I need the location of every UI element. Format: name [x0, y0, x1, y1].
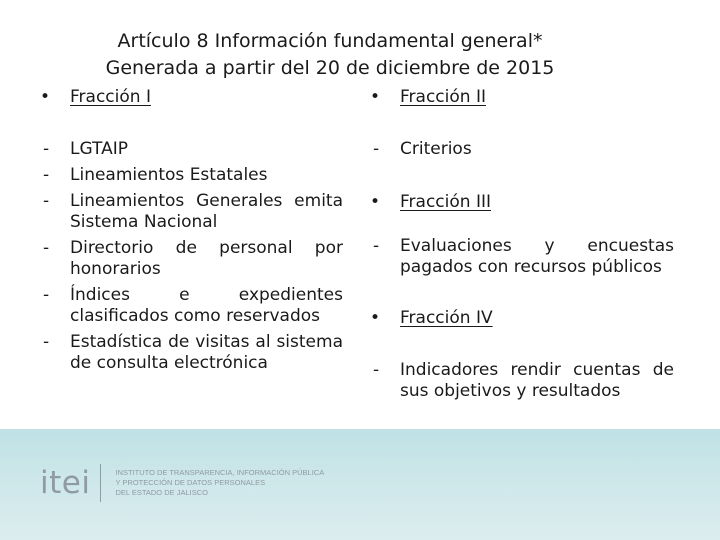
bullet-icon: •: [370, 87, 381, 107]
dash-icon: -: [43, 285, 50, 305]
org-name-line-1: INSTITUTO DE TRANSPARENCIA, INFORMACIÓN PÚBLICA: [115, 468, 325, 477]
bullet-icon: •: [370, 308, 381, 328]
list-item: [40, 191, 343, 233]
section-heading-fraccion-iii: [370, 191, 674, 213]
list-item: [40, 238, 343, 280]
logo-org-name: [115, 468, 324, 498]
dash-icon: -: [43, 139, 50, 159]
dash-icon: -: [373, 139, 380, 159]
list-item-text: Evaluaciones y encuestas pagados con recursos públicos: [400, 236, 674, 277]
page-title: [0, 28, 660, 82]
dash-icon: -: [373, 236, 380, 256]
list-item-text: LGTAIP: [70, 139, 128, 159]
list-item-text: Índices e expedientes clasificados como reservados: [70, 285, 343, 326]
fraccion-iii-list: [370, 236, 674, 278]
list-item: [370, 139, 674, 160]
bullet-icon: •: [370, 192, 381, 212]
list-item: [40, 139, 343, 160]
dash-icon: -: [373, 360, 380, 380]
list-item: [370, 360, 674, 402]
logo-wordmark: itei: [40, 465, 91, 501]
heading-label: Fracción II: [400, 87, 486, 107]
dash-icon: -: [43, 191, 50, 211]
heading-label: Fracción IV: [400, 308, 493, 328]
dash-icon: -: [43, 332, 50, 352]
heading-label: Fracción I: [70, 87, 151, 107]
logo-divider: [100, 464, 101, 502]
org-name-line-2: Y PROTECCIÓN DE DATOS PERSONALES: [115, 478, 266, 487]
dash-icon: -: [43, 165, 50, 185]
bullet-icon: •: [40, 87, 51, 107]
section-heading-fraccion-iv: [370, 307, 674, 329]
title-line-1: Artículo 8 Información fundamental general*: [117, 30, 543, 52]
title-line-2: Generada a partir del 20 de diciembre de 2015: [105, 57, 555, 79]
list-item-text: Lineamientos Estatales: [70, 165, 268, 185]
dash-icon: -: [43, 238, 50, 258]
list-item: [40, 165, 343, 186]
list-item-text: Lineamientos Generales emita Sistema Nacional: [70, 191, 343, 232]
list-item: [370, 236, 674, 278]
section-heading-fraccion-i: [40, 86, 343, 108]
heading-label: Fracción III: [400, 192, 491, 212]
fraccion-i-list: [40, 139, 343, 374]
list-item-text: Estadística de visitas al sistema de consulta electrónica: [70, 332, 343, 373]
list-item-text: Indicadores rendir cuentas de sus objetivos y resultados: [400, 360, 674, 401]
right-column: [370, 86, 674, 402]
itei-logo: [40, 463, 324, 503]
list-item-text: Directorio de personal por honorarios: [70, 238, 343, 279]
list-item-text: Criterios: [400, 139, 472, 159]
fraccion-iv-list: [370, 360, 674, 402]
left-column: [40, 86, 343, 374]
list-item: [40, 285, 343, 327]
fraccion-ii-list: [370, 139, 674, 160]
section-heading-fraccion-ii: [370, 86, 674, 108]
list-item: [40, 332, 343, 374]
org-name-line-3: DEL ESTADO DE JALISCO: [115, 488, 208, 497]
